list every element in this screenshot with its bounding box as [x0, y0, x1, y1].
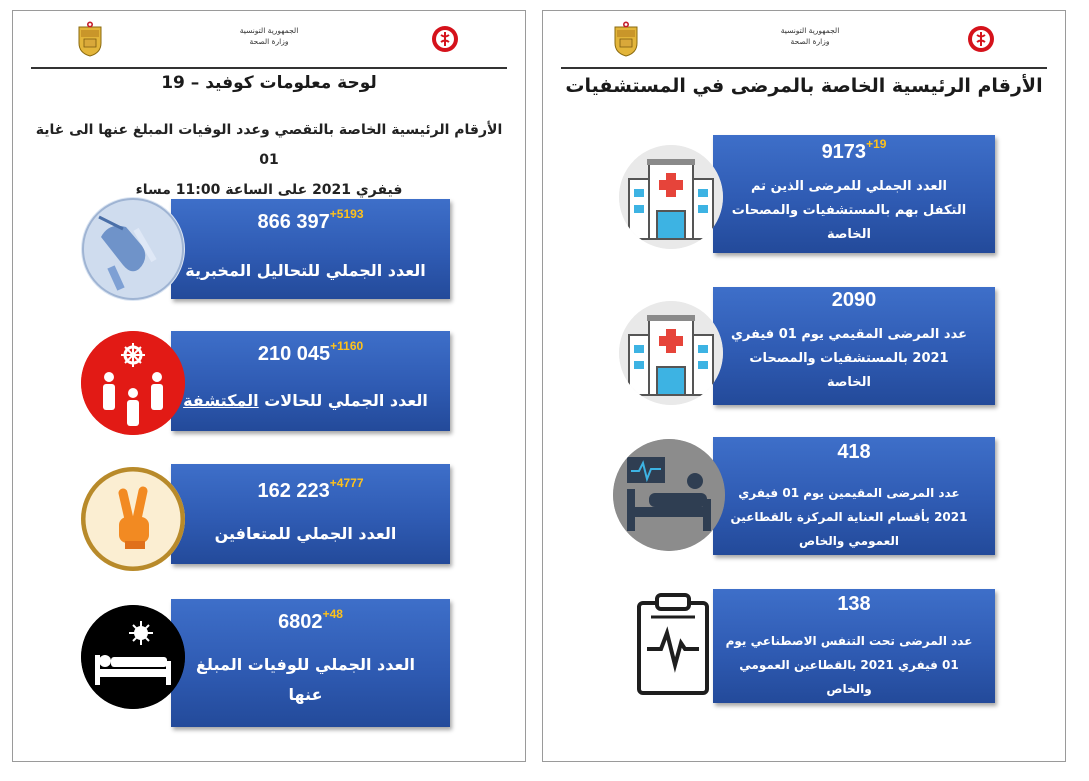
subtitle-line-2: فيفري 2021 على الساعة 11:00 مساء [135, 182, 403, 198]
ministry-health-logo-icon [431, 25, 459, 53]
ventilated-patients-label: عدد المرضى تحت التنفس الاصطناعي يوم 01 فيفري 2021 بالقطاعين العمومي والخاص [725, 634, 973, 696]
republic-name: الجمهورية التونسية [239, 26, 299, 35]
ventilated-patients-value: 138 [837, 593, 871, 615]
deaths-card [171, 599, 450, 727]
right-page [542, 10, 1066, 762]
page-header [13, 11, 525, 67]
icu-patients-value: 418 [837, 441, 871, 463]
patient-bed-virus-icon [81, 605, 185, 709]
icu-patients-card [713, 437, 995, 555]
hospitalized-total-value: $9173^{+19}$ [821, 137, 887, 163]
header-divider [561, 67, 1047, 69]
hospital-icon [619, 145, 723, 249]
republic-name: الجمهورية التونسية [780, 26, 840, 35]
ministry-name: وزارة الصحة [790, 37, 830, 46]
page-header [543, 11, 1065, 67]
hospitalized-total-delta: +19 [866, 137, 887, 151]
recovered-card [171, 464, 450, 564]
hospital-icon [619, 301, 723, 405]
lab-tests-card [171, 199, 450, 299]
ministry-name: وزارة الصحة [249, 37, 289, 46]
page-title: لوحة معلومات كوفيد – 19 [161, 73, 377, 93]
page-subtitle [35, 115, 503, 205]
lab-tests-delta: +5193 [329, 207, 364, 221]
victory-hand-icon [81, 467, 185, 571]
page-title: الأرقام الرئيسية الخاصة بالمرضى في المستشفيات [565, 75, 1043, 97]
resident-patients-label: عدد المرضى المقيمي يوم 01 فيفري 2021 بالمستشفيات والمصحات الخاصة [731, 327, 967, 390]
resident-patients-card [713, 287, 995, 405]
deaths-value: $6802^{+48}$ [278, 607, 343, 633]
clipboard-heartbeat-icon [631, 593, 715, 697]
detected-cases-card [171, 331, 450, 431]
deaths-delta: +48 [322, 607, 343, 621]
hospitalized-total-label: العدد الجملي للمرضى الذين تم التكفل بهم بالمستشفيات والمصحات الخاصة [731, 179, 967, 242]
recovered-value: 162 $223^{+4777}$ [257, 476, 364, 502]
left-page [12, 10, 526, 762]
detected-cases-label: العدد الجملي للحالات المكتشفة [183, 391, 428, 410]
subtitle-line-1: الأرقام الرئيسية الخاصة بالتقصي وعدد الوفيات المبلغ عنها الى غاية 01 [35, 122, 503, 168]
header-divider [31, 67, 507, 69]
recovered-delta: +4777 [329, 476, 364, 490]
resident-patients-value: 2090 [831, 289, 877, 311]
icu-bed-icon [613, 439, 725, 551]
detected-cases-delta: +1160 [330, 339, 364, 353]
infected-people-icon [81, 331, 185, 435]
lab-swab-icon [81, 197, 185, 301]
ministry-health-logo-icon [967, 25, 995, 53]
recovered-label: العدد الجملي للمتعافين [214, 524, 397, 543]
detected-cases-value: 210 $045^{+1160}$ [257, 339, 364, 365]
icu-patients-label: عدد المرضى المقيمين يوم 01 فيفري 2021 بأقسام العناية المركزة بالقطاعين العمومي والخاص [730, 486, 968, 548]
deaths-label: العدد الجملي للوفيات المبلغ عنها [195, 655, 416, 704]
lab-tests-value: 866 $397^{+5193}$ [257, 207, 364, 233]
lab-tests-label: العدد الجملي للتحاليل المخبرية [185, 261, 426, 280]
hospitalized-total-card [713, 135, 995, 253]
ventilated-patients-card [713, 589, 995, 703]
